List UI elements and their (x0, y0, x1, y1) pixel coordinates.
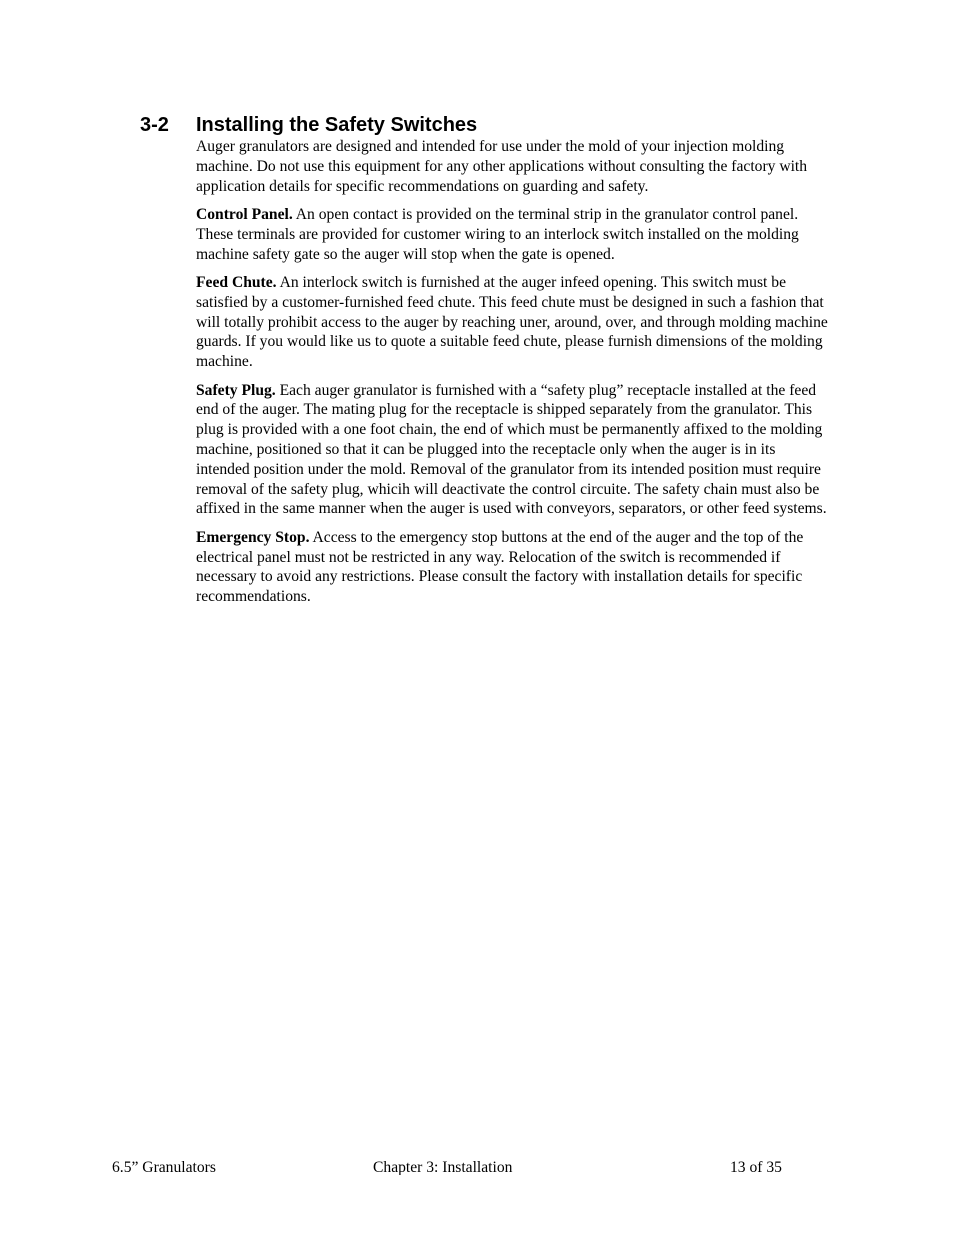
control-panel-label: Control Panel. (196, 205, 293, 223)
safety-plug-text: Each auger granulator is furnished with a “safety plug” receptacle installed at the feed end of the auger. The mating plug for the receptacle is shipped separately from the granulator. This plug is provided with a one foot chain, the end of which must be permanently affixed to the molding machine, positioned so that it can be plugged into the receptacle only when the auger is in its intended position under the mold. Removal of the granulator from its intended position must require removal of the safety plug, whicih will deactivate the control circuite. The safety chain must also be affixed in the same manner when the auger is used with conveyors, separators, or other feed systems. (196, 381, 827, 518)
emergency-stop-paragraph (196, 528, 832, 607)
section-title: Installing the Safety Switches (196, 114, 478, 136)
emergency-stop-text: Access to the emergency stop buttons at the end of the auger and the top of the electrical panel must not be restricted in any way. Relocation of the switch is recommended if necessary to avoid any restrictions. Please consult the factory with installation details for specific recommendations. (196, 528, 804, 606)
emergency-stop-label: Emergency Stop. (196, 528, 310, 546)
footer-document-title: 6.5” Granulators (112, 1159, 216, 1175)
feed-chute-paragraph (196, 273, 832, 372)
section-heading (140, 112, 477, 138)
safety-plug-label: Safety Plug. (196, 381, 276, 399)
control-panel-text: An open contact is provided on the terminal strip in the granulator control panel. These terminals are provided for customer wiring to an interlock switch installed on the molding machine safety gate so the auger will stop when the gate is opened. (196, 205, 799, 263)
feed-chute-text: An interlock switch is furnished at the auger infeed opening. This switch must be satisfied by a customer-furnished feed chute. This feed chute must be designed in such a fashion that will totally prohibit access to the auger by reaching uner, around, over, and through molding machine guards. If you would like us to quote a suitable feed chute, please furnish dimensions of the molding machine. (196, 273, 828, 371)
intro-paragraph: Auger granulators are designed and intended for use under the mold of your injection molding machine. Do not use this equipment for any other applications without consulting the factory with application details for specific recommendations on guarding and safety. (196, 138, 808, 195)
safety-plug-paragraph (196, 381, 832, 520)
section-number: 3-2 (140, 114, 169, 136)
feed-chute-label: Feed Chute. (196, 273, 277, 291)
section-body (196, 137, 832, 616)
footer-page-number: 13 of 35 (730, 1159, 782, 1175)
control-panel-paragraph (196, 205, 832, 264)
page-footer (0, 1158, 954, 1175)
footer-chapter: Chapter 3: Installation (373, 1159, 513, 1175)
